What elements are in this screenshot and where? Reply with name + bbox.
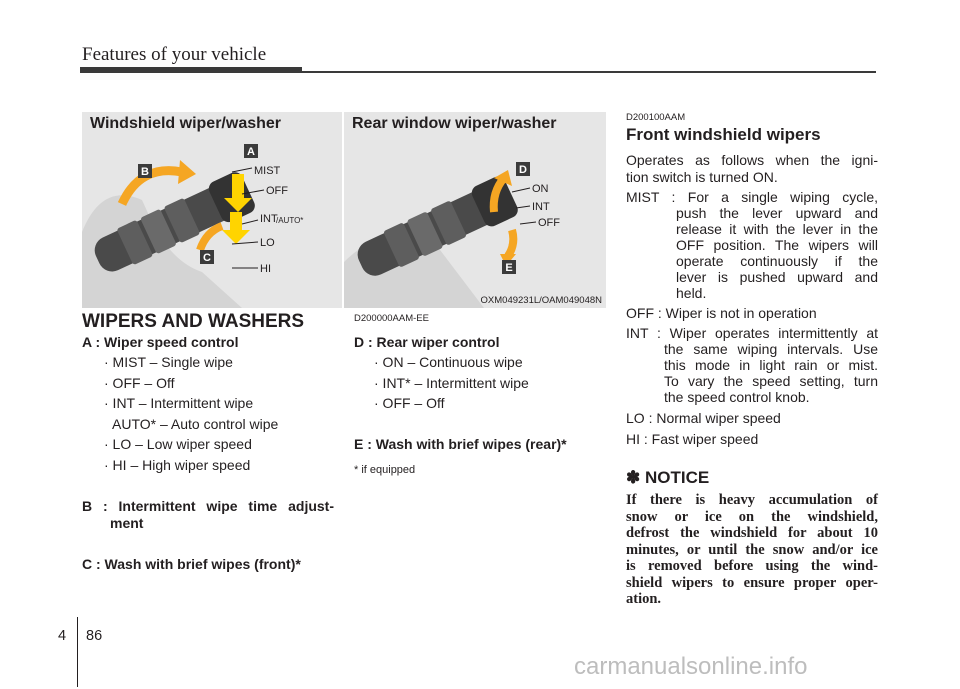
- int-line1: INT : Wiper operates intermittently at: [626, 325, 878, 341]
- figure-title-windshield: Windshield wiper/washer: [90, 115, 282, 132]
- notice-line: shield wipers to ensure proper oper-: [626, 574, 878, 591]
- notice-title: ✽ NOTICE: [626, 468, 710, 487]
- mist-line1: MIST : For a single wiping cycle,: [626, 189, 878, 205]
- item-b-line1: B : Intermittent wipe time adjust-: [82, 498, 334, 514]
- notice-line: is removed before using the wind-: [626, 558, 878, 574]
- item-a-off: · OFF – Off: [104, 375, 175, 391]
- hi-line: HI : Fast wiper speed: [626, 431, 759, 447]
- mist-line5: operate continuously if the: [676, 253, 878, 269]
- svg-text:E: E: [505, 262, 513, 274]
- arrowhead: [178, 160, 196, 184]
- label-int: INT: [532, 201, 550, 213]
- item-d-title: D : Rear wiper control: [354, 334, 500, 350]
- label-mist: MIST: [254, 165, 281, 177]
- intro-line1: Operates as follows when the igni-: [626, 152, 878, 168]
- label-lo: LO: [260, 237, 275, 249]
- int-line2: the same wiping intervals. Use: [664, 341, 878, 357]
- svg-text:A: A: [247, 146, 255, 158]
- item-c-title: C : Wash with brief wipes (front)*: [82, 556, 301, 572]
- chapter-number: 4: [58, 628, 67, 644]
- notice-line: defrost the windshield for about 10: [626, 525, 878, 541]
- right-code: D200100AAM: [626, 112, 686, 123]
- item-d-off: · OFF – Off: [374, 395, 445, 411]
- label-on: ON: [532, 183, 549, 195]
- mist-line3: release it with the lever in the: [676, 221, 878, 237]
- item-a-title: A : Wiper speed control: [82, 334, 239, 350]
- windshield-wiper-illustration: [82, 112, 342, 308]
- item-b-line2: ment: [110, 515, 144, 531]
- running-header: Features of your vehicle: [82, 44, 267, 65]
- item-a-hi: · HI – High wiper speed: [104, 457, 251, 473]
- mist-line6: lever is pushed upward and: [676, 269, 878, 285]
- intro-line2: tion switch is turned ON.: [626, 169, 778, 185]
- label-hi: HI: [260, 263, 271, 275]
- label-int: INT: [260, 213, 278, 225]
- figure-rear-wiper: [344, 112, 606, 308]
- footer-divider: [77, 617, 78, 687]
- front-wipers-title: Front windshield wipers: [626, 125, 821, 144]
- label-auto: /AUTO*: [276, 216, 304, 225]
- figure-title-rear: Rear window wiper/washer: [352, 115, 557, 132]
- label-off: OFF: [538, 217, 560, 229]
- section-code: D200000AAM-EE: [354, 313, 429, 324]
- svg-text:D: D: [519, 164, 527, 176]
- figure-windshield-wiper: [82, 112, 342, 308]
- svg-text:B: B: [141, 166, 149, 178]
- label-off: OFF: [266, 185, 288, 197]
- notice-line: minutes, or until the snow and/or ice: [626, 541, 878, 558]
- item-a-mist: · MIST – Single wipe: [104, 354, 233, 370]
- item-e-title: E : Wash with brief wipes (rear)*: [354, 436, 567, 452]
- item-d-on: · ON – Continuous wipe: [374, 354, 523, 370]
- mist-line2: push the lever upward and: [676, 205, 878, 221]
- item-a-int: · INT – Intermittent wipe: [104, 395, 254, 411]
- section-title: WIPERS AND WASHERS: [82, 311, 305, 332]
- svg-text:C: C: [203, 252, 211, 264]
- int-line5: the speed control knob.: [664, 389, 810, 405]
- rear-wiper-illustration: [344, 112, 606, 308]
- notice-line: ation.: [626, 591, 662, 607]
- page-number: 86: [86, 628, 103, 644]
- notice-text: [626, 492, 878, 608]
- mist-line4: OFF position. The wipers will: [676, 237, 878, 253]
- footnote: * if equipped: [354, 464, 416, 476]
- int-line3: this mode in light rain or mist.: [664, 357, 878, 373]
- int-line4: To vary the speed setting, turn: [664, 373, 878, 389]
- figure-code: OXM049231L/OAM049048N: [480, 295, 602, 306]
- mist-line7: held.: [676, 285, 707, 301]
- item-d-int: · INT* – Intermittent wipe: [374, 375, 529, 391]
- lo-line: LO : Normal wiper speed: [626, 410, 781, 426]
- notice-line: snow or ice on the windshield,: [626, 508, 878, 525]
- header-rule: [80, 71, 876, 73]
- item-a-auto: AUTO* – Auto control wipe: [112, 416, 279, 432]
- down-arrow-e: [508, 230, 513, 256]
- notice-line: If there is heavy accumulation of: [626, 492, 878, 508]
- watermark: carmanualsonline.info: [574, 653, 808, 680]
- off-line: OFF : Wiper is not in operation: [626, 305, 817, 321]
- item-a-lo: · LO – Low wiper speed: [104, 436, 252, 452]
